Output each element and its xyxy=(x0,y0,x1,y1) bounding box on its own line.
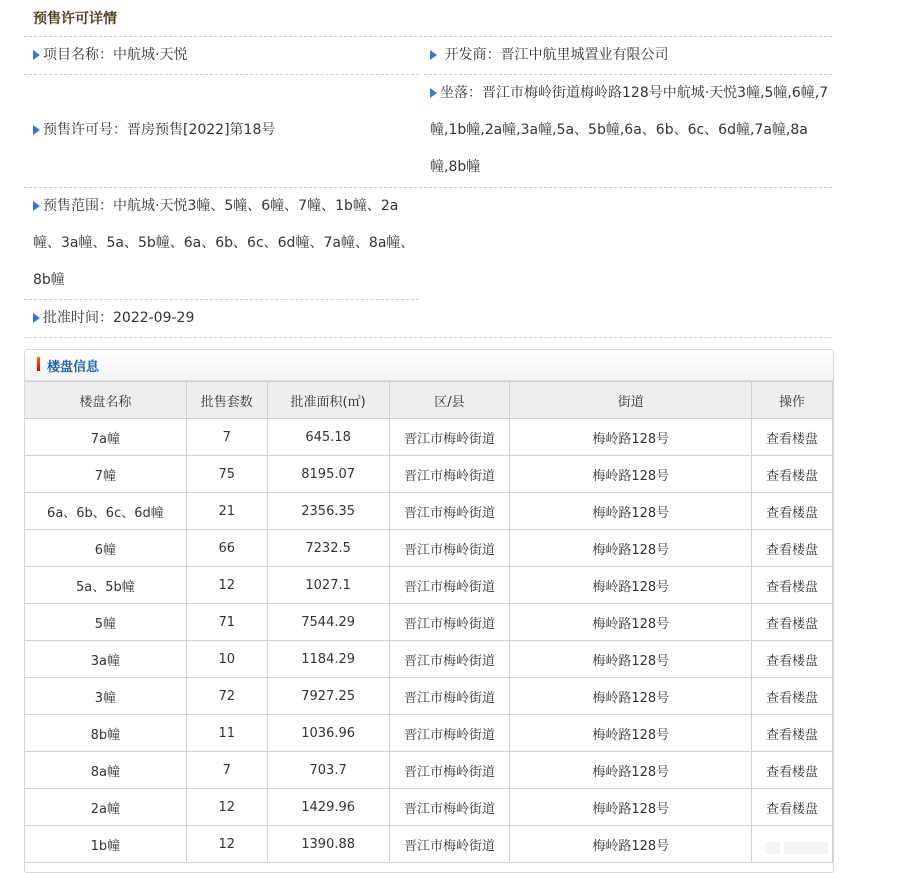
permit-no-row xyxy=(33,112,275,149)
scope-text: 预售范围：中航城·天悦3幢、5幢、6幢、7幢、1b幢、2a幢、3a幢、5a、5b幢、6a、6b、6c、6d幢、7a幢、8a幢、8b幢 xyxy=(33,198,415,288)
project-name-text: 项目名称：中航城·天悦 xyxy=(43,47,188,63)
building-name-cell: 3a幢 xyxy=(25,641,187,678)
area-cell: 1390.88 xyxy=(267,826,389,863)
street-cell: 梅岭路128号 xyxy=(510,456,752,493)
area-cell: 1027.1 xyxy=(267,567,389,604)
view-building-link[interactable]: 查看楼盘 xyxy=(766,579,819,595)
district-cell: 晋江市梅岭街道 xyxy=(389,715,510,752)
view-building-link[interactable]: 查看楼盘 xyxy=(766,468,819,484)
column-header: 批售套数 xyxy=(186,382,267,419)
view-building-link[interactable]: 查看楼盘 xyxy=(766,690,819,706)
units-cell: 11 xyxy=(186,715,267,752)
building-name-cell: 6幢 xyxy=(25,530,187,567)
district-cell: 晋江市梅岭街道 xyxy=(389,530,510,567)
street-cell: 梅岭路128号 xyxy=(510,419,752,456)
table-row xyxy=(25,752,833,789)
scope-row xyxy=(33,188,419,299)
table-header-row xyxy=(25,382,833,419)
street-cell: 梅岭路128号 xyxy=(510,530,752,567)
units-cell: 12 xyxy=(186,789,267,826)
divider xyxy=(24,337,832,338)
units-cell: 21 xyxy=(186,493,267,530)
action-cell xyxy=(752,641,833,678)
permit-no-text: 预售许可号：晋房预售[2022]第18号 xyxy=(43,122,276,138)
column-header: 批准面积(㎡) xyxy=(267,382,389,419)
action-cell xyxy=(752,678,833,715)
district-cell: 晋江市梅岭街道 xyxy=(389,752,510,789)
building-info-panel xyxy=(24,349,834,873)
building-name-cell: 1b幢 xyxy=(25,826,187,863)
table-row xyxy=(25,456,833,493)
table-row xyxy=(25,567,833,604)
view-building-link[interactable]: 查看楼盘 xyxy=(766,801,819,817)
bullet-arrow-icon xyxy=(33,201,40,211)
area-cell: 645.18 xyxy=(267,419,389,456)
building-name-cell: 5a、5b幢 xyxy=(25,567,187,604)
building-name-cell: 8a幢 xyxy=(25,752,187,789)
table-row xyxy=(25,493,833,530)
district-cell: 晋江市梅岭街道 xyxy=(389,493,510,530)
street-cell: 梅岭路128号 xyxy=(510,567,752,604)
area-cell: 1429.96 xyxy=(267,789,389,826)
table-row xyxy=(25,789,833,826)
panel-title: 楼盘信息 xyxy=(47,360,100,375)
action-cell xyxy=(752,567,833,604)
units-cell: 75 xyxy=(186,456,267,493)
approval-date-row xyxy=(33,300,194,337)
developer-text: 开发商：晋江中航里城置业有限公司 xyxy=(444,47,669,63)
district-cell: 晋江市梅岭街道 xyxy=(389,456,510,493)
bullet-arrow-icon xyxy=(33,50,40,60)
accent-bar-icon xyxy=(37,357,40,371)
building-name-cell: 6a、6b、6c、6d幢 xyxy=(25,493,187,530)
table-row xyxy=(25,530,833,567)
view-building-link[interactable]: 查看楼盘 xyxy=(766,653,819,669)
action-cell xyxy=(752,752,833,789)
building-name-cell: 7a幢 xyxy=(25,419,187,456)
building-name-cell: 3幢 xyxy=(25,678,187,715)
bullet-arrow-icon xyxy=(430,50,437,60)
column-header: 楼盘名称 xyxy=(25,382,187,419)
location-text: 坐落：晋江市梅岭街道梅岭路128号中航城·天悦3幢,5幢,6幢,7幢,1b幢,2a幢,3a幢,5a、5b幢,6a、6b、6c、6d幢,7a幢,8a幢,8b幢 xyxy=(430,85,829,175)
building-table xyxy=(24,381,833,863)
action-cell xyxy=(752,456,833,493)
units-cell: 7 xyxy=(186,752,267,789)
action-cell xyxy=(752,789,833,826)
view-building-link[interactable]: 查看楼盘 xyxy=(766,542,819,558)
table-row xyxy=(25,715,833,752)
area-cell: 7232.5 xyxy=(267,530,389,567)
column-header: 区/县 xyxy=(389,382,510,419)
area-cell: 1184.29 xyxy=(267,641,389,678)
action-cell xyxy=(752,530,833,567)
units-cell: 72 xyxy=(186,678,267,715)
column-header: 街道 xyxy=(510,382,752,419)
street-cell: 梅岭路128号 xyxy=(510,678,752,715)
units-cell: 71 xyxy=(186,604,267,641)
section-title: 预售许可详情 xyxy=(33,11,117,27)
district-cell: 晋江市梅岭街道 xyxy=(389,641,510,678)
area-cell: 7544.29 xyxy=(267,604,389,641)
district-cell: 晋江市梅岭街道 xyxy=(389,678,510,715)
action-cell xyxy=(752,604,833,641)
units-cell: 10 xyxy=(186,641,267,678)
district-cell: 晋江市梅岭街道 xyxy=(389,826,510,863)
table-row xyxy=(25,678,833,715)
units-cell: 66 xyxy=(186,530,267,567)
street-cell: 梅岭路128号 xyxy=(510,789,752,826)
units-cell: 12 xyxy=(186,567,267,604)
view-building-link[interactable]: 查看楼盘 xyxy=(766,616,819,632)
street-cell: 梅岭路128号 xyxy=(510,641,752,678)
bullet-arrow-icon xyxy=(33,313,40,323)
approval-date-text: 批准时间：2022-09-29 xyxy=(43,310,195,326)
building-name-cell: 2a幢 xyxy=(25,789,187,826)
view-building-link[interactable]: 查看楼盘 xyxy=(766,505,819,521)
street-cell: 梅岭路128号 xyxy=(510,604,752,641)
district-cell: 晋江市梅岭街道 xyxy=(389,419,510,456)
building-name-cell: 8b幢 xyxy=(25,715,187,752)
table-row xyxy=(25,641,833,678)
area-cell: 1036.96 xyxy=(267,715,389,752)
column-header: 操作 xyxy=(752,382,833,419)
action-cell xyxy=(752,493,833,530)
view-building-link[interactable]: 查看楼盘 xyxy=(766,764,819,780)
district-cell: 晋江市梅岭街道 xyxy=(389,567,510,604)
table-row xyxy=(25,604,833,641)
bullet-arrow-icon xyxy=(430,88,437,98)
view-building-link[interactable]: 查看楼盘 xyxy=(766,431,819,447)
district-cell: 晋江市梅岭街道 xyxy=(389,789,510,826)
view-building-link[interactable]: 查看楼盘 xyxy=(766,727,819,743)
units-cell: 7 xyxy=(186,419,267,456)
units-cell: 12 xyxy=(186,826,267,863)
watermark xyxy=(766,838,830,858)
street-cell: 梅岭路128号 xyxy=(510,826,752,863)
area-cell: 2356.35 xyxy=(267,493,389,530)
action-cell xyxy=(752,419,833,456)
action-cell xyxy=(752,715,833,752)
divider xyxy=(24,74,419,75)
district-cell: 晋江市梅岭街道 xyxy=(389,604,510,641)
project-name-row xyxy=(33,37,187,74)
panel-header xyxy=(25,350,833,381)
table-row xyxy=(25,419,833,456)
street-cell: 梅岭路128号 xyxy=(510,752,752,789)
building-name-cell: 7幢 xyxy=(25,456,187,493)
bullet-arrow-icon xyxy=(33,125,40,135)
building-name-cell: 5幢 xyxy=(25,604,187,641)
area-cell: 703.7 xyxy=(267,752,389,789)
developer-row xyxy=(430,37,668,74)
table-row xyxy=(25,826,833,863)
area-cell: 8195.07 xyxy=(267,456,389,493)
area-cell: 7927.25 xyxy=(267,678,389,715)
street-cell: 梅岭路128号 xyxy=(510,493,752,530)
location-row xyxy=(430,75,832,186)
street-cell: 梅岭路128号 xyxy=(510,715,752,752)
